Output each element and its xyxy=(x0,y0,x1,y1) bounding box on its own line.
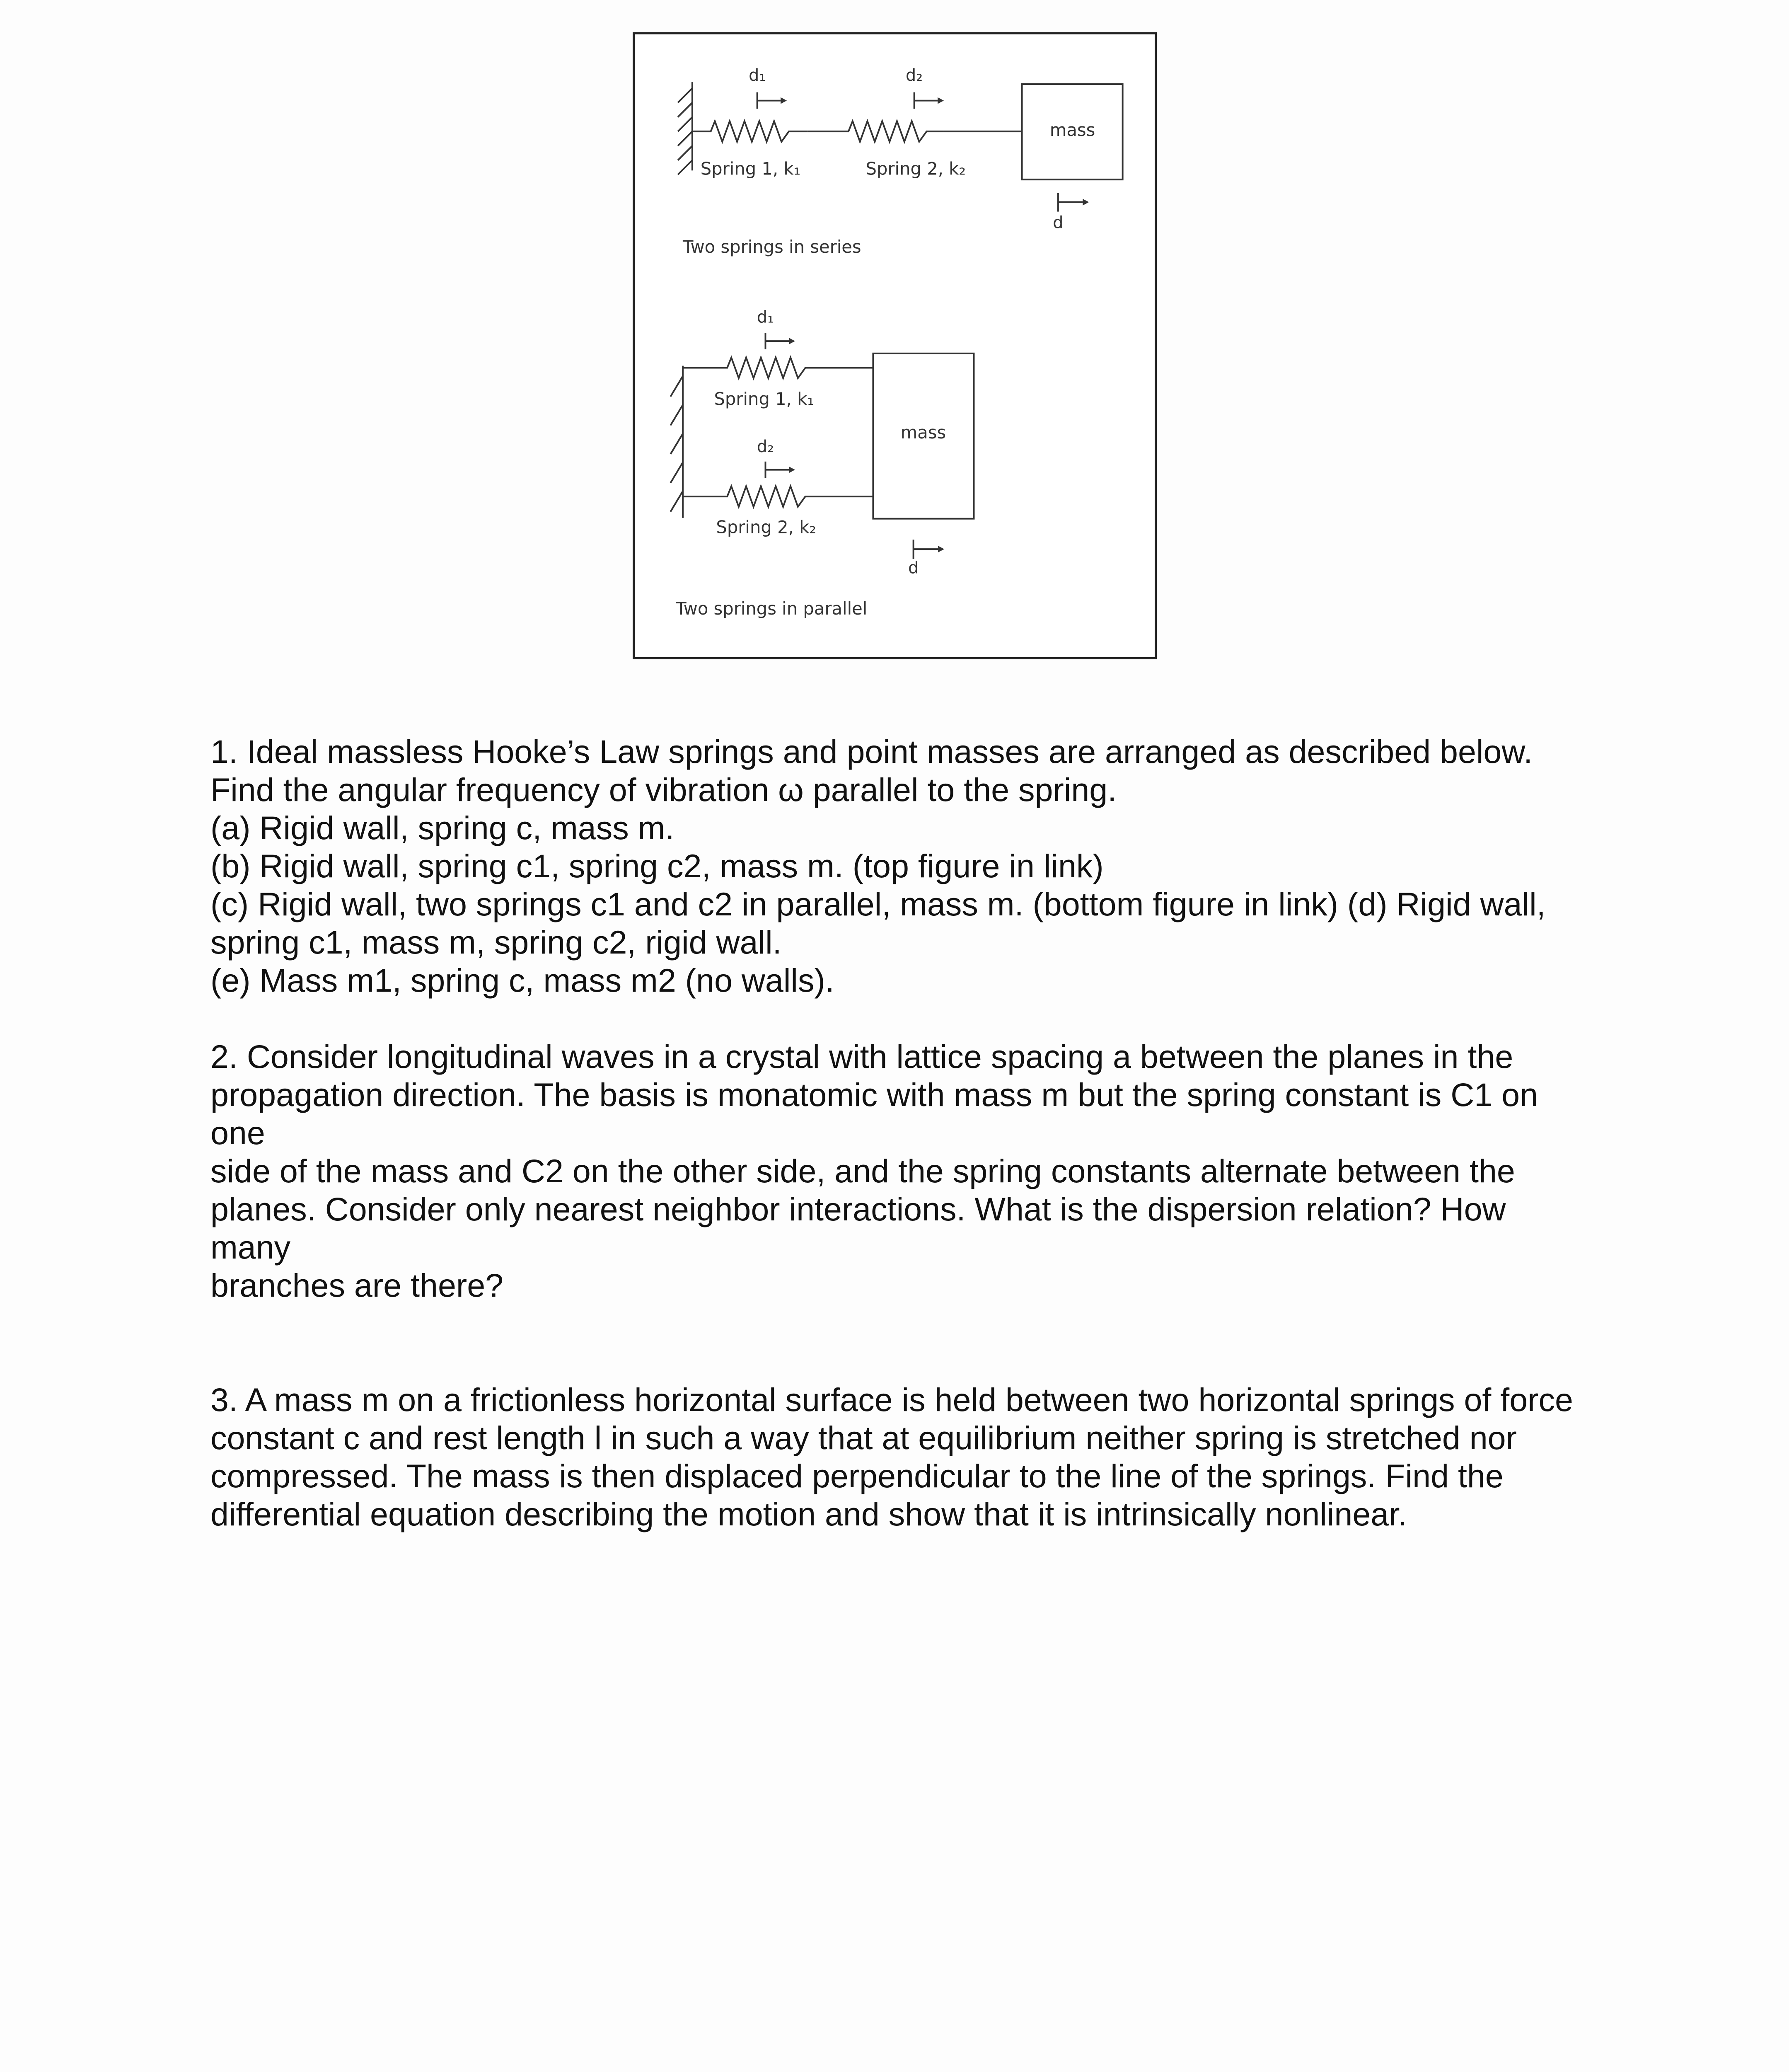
question-1-part-a: (a) Rigid wall, spring c, mass m. xyxy=(210,809,675,846)
question-2-line-1: 2. Consider longitudinal waves in a crystal with lattice spacing a between the planes in the xyxy=(210,1038,1513,1075)
parallel-caption: Two springs in parallel xyxy=(676,598,868,619)
series-d-arrow xyxy=(1058,193,1089,212)
questions-section xyxy=(210,733,1590,1533)
parallel-diagram xyxy=(670,307,974,618)
parallel-d2-arrow xyxy=(765,462,795,478)
series-d2-arrow xyxy=(914,92,944,109)
question-1-part-c-d: (c) Rigid wall, two springs c1 and c2 in parallel, mass m. (bottom figure in link) (d) Rigid wall, xyxy=(210,886,1546,922)
series-spring-1-label: Spring 1, k₁ xyxy=(700,158,801,179)
question-1-intro: 1. Ideal massless Hooke’s Law springs and point masses are arranged as described below. xyxy=(210,733,1533,770)
series-d2-label: d₂ xyxy=(906,66,923,85)
question-1-part-e: (e) Mass m1, spring c, mass m2 (no walls). xyxy=(210,962,834,999)
parallel-spring-2 xyxy=(683,486,873,507)
question-1 xyxy=(210,733,1590,1000)
parallel-d-label: d xyxy=(908,558,919,578)
parallel-mass-label: mass xyxy=(900,422,946,443)
question-3-line-4: differential equation describing the motion and show that it is intrinsically nonlinear. xyxy=(210,1496,1407,1532)
series-spring-1 xyxy=(692,121,807,142)
parallel-spring-1 xyxy=(683,358,873,378)
question-3-line-1: 3. A mass m on a frictionless horizontal surface is held between two horizontal springs of force xyxy=(210,1381,1573,1418)
spring-diagram-figure xyxy=(633,32,1157,659)
series-d1-arrow xyxy=(757,92,787,109)
parallel-d-arrow xyxy=(914,540,944,559)
series-spring-2 xyxy=(807,121,943,142)
series-d-label: d xyxy=(1053,213,1064,232)
question-3 xyxy=(210,1381,1590,1533)
spring-diagram-svg xyxy=(635,34,1155,657)
series-d1-label: d₁ xyxy=(749,66,766,85)
series-spring-2-label: Spring 2, k₂ xyxy=(865,158,966,179)
question-2 xyxy=(210,1038,1590,1305)
parallel-spring-2-label: Spring 2, k₂ xyxy=(716,517,816,537)
series-mass-label: mass xyxy=(1049,120,1095,140)
question-2-line-2: propagation direction. The basis is monatomic with mass m but the spring constant is C1 on one xyxy=(210,1076,1538,1151)
parallel-d1-arrow xyxy=(765,333,795,349)
question-2-line-4: planes. Consider only nearest neighbor interactions. What is the dispersion relation? How many xyxy=(210,1191,1506,1266)
parallel-spring-1-label: Spring 1, k₁ xyxy=(714,388,814,409)
series-caption: Two springs in series xyxy=(683,236,861,257)
question-2-line-5: branches are there? xyxy=(210,1267,504,1304)
question-2-line-3: side of the mass and C2 on the other side, and the spring constants alternate between the xyxy=(210,1152,1515,1189)
series-diagram xyxy=(678,66,1122,257)
question-1-prompt: Find the angular frequency of vibration ω parallel to the spring. xyxy=(210,771,1117,808)
question-3-line-3: compressed. The mass is then displaced perpendicular to the line of the springs. Find the xyxy=(210,1457,1504,1494)
parallel-d1-label: d₁ xyxy=(757,307,774,327)
question-1-part-b: (b) Rigid wall, spring c1, spring c2, mass m. (top figure in link) xyxy=(210,847,1104,884)
question-3-line-2: constant c and rest length l in such a way that at equilibrium neither spring is stretched nor xyxy=(210,1419,1517,1456)
parallel-d2-label: d₂ xyxy=(757,437,774,456)
series-wall-hatching xyxy=(678,88,692,174)
question-1-part-d-cont: spring c1, mass m, spring c2, rigid wall. xyxy=(210,924,782,961)
parallel-wall-hatching xyxy=(670,376,683,511)
